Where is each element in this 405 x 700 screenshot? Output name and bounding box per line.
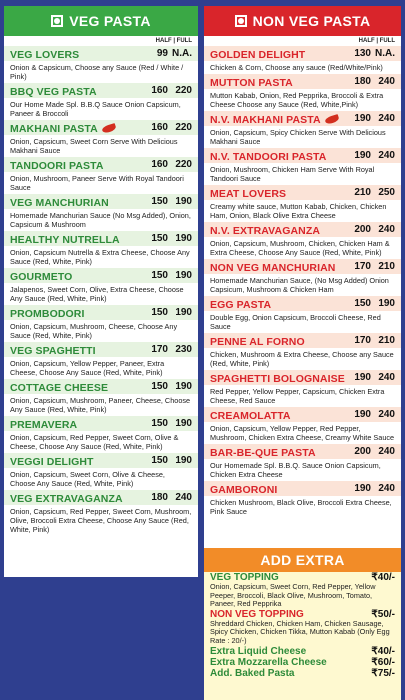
menu-item-name: GOLDEN DELIGHT <box>210 48 306 61</box>
full-price: 230 <box>175 344 192 355</box>
veg-item-list <box>4 46 198 536</box>
veg-half-full-label: HALF | FULL <box>155 38 192 44</box>
half-price: 180 <box>151 492 168 503</box>
menu-item-name: GOURMETO <box>10 270 73 283</box>
menu-item-title <box>210 406 291 424</box>
full-price: 190 <box>175 270 192 281</box>
full-price: 190 <box>175 418 192 429</box>
menu-item <box>4 305 198 342</box>
menu-item-description: Double Egg, Onion Capsicum, Broccoli Cheese, Red Sauce <box>210 313 381 331</box>
half-price: 190 <box>354 150 371 161</box>
menu-item-title <box>210 258 335 276</box>
menu-item-description: Onion, Capsicum, Mushroom, Chicken, Chicken Ham & Extra Cheese, Choose Any Sauce (Red, White, Pink) <box>210 239 390 257</box>
half-price: 170 <box>354 335 371 346</box>
menu-item-name: MAKHANI PASTA <box>10 122 98 135</box>
full-price: 240 <box>378 372 395 383</box>
half-price: 180 <box>354 76 371 87</box>
extra-item-row <box>210 646 395 657</box>
menu-item-prices <box>347 298 395 309</box>
extra-item-name: NON VEG TOPPING <box>210 608 304 620</box>
extra-item <box>210 646 395 657</box>
menu-item-header <box>4 157 198 172</box>
menu-item-title <box>10 45 79 63</box>
half-price: 150 <box>151 455 168 466</box>
menu-item-name: N.V. TANDOORI PASTA <box>210 150 327 163</box>
extra-item-price: ₹50/- <box>371 608 395 620</box>
menu-item-header <box>4 120 198 135</box>
half-price: 190 <box>354 113 371 124</box>
menu-item-title <box>210 443 316 461</box>
menu-item-name: BAR-BE-QUE PASTA <box>210 446 316 459</box>
menu-item-title <box>210 45 305 63</box>
add-extra-list <box>204 572 401 679</box>
menu-item <box>4 83 198 120</box>
menu-item-title <box>10 378 108 396</box>
menu-item-description: Creamy white sauce, Mutton Kabab, Chicken, Chicken Ham, Onion, Black Olive Extra Cheese <box>210 202 387 220</box>
menu-item-description: Onion, Capsicum, Yellow Pepper, Paneer, Extra Cheese, Choose Any Sauce (Red, White, Pink) <box>10 359 165 377</box>
menu-item <box>204 481 401 518</box>
half-price: 160 <box>151 159 168 170</box>
menu-item-name: BBQ VEG PASTA <box>10 85 97 98</box>
menu-item <box>204 296 401 333</box>
menu-item-title <box>10 230 120 248</box>
menu-item-title <box>210 184 286 202</box>
menu-item-prices <box>347 261 395 272</box>
full-price: 240 <box>378 224 395 235</box>
extra-item <box>210 657 395 668</box>
full-price: 240 <box>378 76 395 87</box>
menu-item <box>4 490 198 536</box>
full-price: 190 <box>175 233 192 244</box>
menu-item-description: Mutton Kabab, Onion, Red Pepprika, Broccoli & Extra Cheese Choose any Sauce (Red, White,Pink) <box>210 91 384 109</box>
menu-item-description: Onion, Capsicum, Red Pepper, Sweet Corn, Olive & Cheese, Choose Any Sauce (Red, White, Pink) <box>10 433 179 451</box>
menu-item-description: Onion, Capsicum Nutrella & Extra Cheese, Choose Any Sauce (Red, White, Pink) <box>10 248 190 266</box>
menu-item <box>204 407 401 444</box>
menu-item <box>204 74 401 111</box>
half-price: 170 <box>354 261 371 272</box>
menu-item-prices <box>144 159 192 170</box>
chili-icon <box>324 114 339 125</box>
menu-item-name: EGG PASTA <box>210 298 272 311</box>
menu-item-header <box>4 490 198 505</box>
menu-item-prices <box>144 492 192 503</box>
half-price: 150 <box>151 196 168 207</box>
menu-item <box>4 46 198 83</box>
extra-item <box>210 668 395 679</box>
menu-item-header <box>4 83 198 98</box>
menu-item-title <box>10 341 96 359</box>
half-price: 150 <box>151 418 168 429</box>
full-price: 240 <box>378 409 395 420</box>
extra-item-price: ₹40/- <box>371 645 395 657</box>
full-price: 210 <box>378 261 395 272</box>
menu-item <box>4 416 198 453</box>
menu-item-name: VEG LOVERS <box>10 48 80 61</box>
menu-item <box>204 222 401 259</box>
menu-item-prices <box>144 122 192 133</box>
menu-item-name: HEALTHY NUTRELLA <box>10 233 120 246</box>
menu-item-description: Onion, Capsicum, Sweet Corn Serve With Delicious Makhani Sauce <box>10 137 178 155</box>
menu-item-prices <box>347 446 395 457</box>
half-price: 160 <box>151 122 168 133</box>
menu-item <box>204 444 401 481</box>
menu-item-header <box>4 231 198 246</box>
menu-item-name: PREMAVERA <box>10 418 78 431</box>
nonveg-pasta-title: NON VEG PASTA <box>252 13 371 29</box>
half-price: 210 <box>354 187 371 198</box>
half-price: 130 <box>354 48 371 59</box>
full-price: 210 <box>378 335 395 346</box>
full-price: 220 <box>175 159 192 170</box>
menu-item-header <box>4 46 198 61</box>
menu-item-title <box>10 452 94 470</box>
menu-item-title <box>10 193 109 211</box>
menu-item-description: Jalapenos, Sweet Corn, Olive, Extra Cheese, Choose Any Sauce (Red, White, Pink) <box>10 285 184 303</box>
menu-item-description: Chicken Mushroom, Black Olive, Broccoli Extra Cheese, Pink Sauce <box>210 498 392 516</box>
nonveg-half-full-label: HALF | FULL <box>358 38 395 44</box>
full-price: 190 <box>175 381 192 392</box>
menu-item-description: Onion, Capsicum, Yellow Pepper, Red Pepper, Mushroom, Chicken Extra Cheese, Creamy White Sauce <box>210 424 395 442</box>
menu-item-title <box>210 480 277 498</box>
menu-item-header <box>204 222 401 237</box>
half-price: 190 <box>354 483 371 494</box>
half-price: 150 <box>151 381 168 392</box>
menu-item-description: Onion, Capsicum, Red Pepper, Sweet Corn, Mushroom, Olive, Broccoli Extra Cheese, Choose Any Sauce (Red, White, Pink) <box>10 507 192 534</box>
menu-item-header <box>204 407 401 422</box>
menu-item-description: Onion, Mushroom, Paneer Serve With Royal Tandoori Sauce <box>10 174 184 192</box>
menu-item-prices <box>144 418 192 429</box>
menu-item-title <box>210 73 293 91</box>
menu-item-title <box>10 82 97 100</box>
menu-item-prices <box>144 344 192 355</box>
extra-item-name: Extra Mozzarella Cheese <box>210 656 327 668</box>
menu-item-prices <box>347 224 395 235</box>
extra-item <box>210 572 395 609</box>
menu-item-title <box>210 369 345 387</box>
menu-item-header <box>204 74 401 89</box>
add-extra-panel <box>204 548 401 700</box>
menu-item-description: Chicken & Corn, Choose any sauce (Red/White/Pink) <box>210 63 383 72</box>
menu-item-name: MEAT LOVERS <box>210 187 287 200</box>
extra-item-row <box>210 668 395 679</box>
menu-item-prices <box>144 196 192 207</box>
half-price: 150 <box>354 298 371 309</box>
menu-item-prices <box>347 113 395 124</box>
extra-item-name: Add. Baked Pasta <box>210 667 295 679</box>
nonveg-pasta-header <box>204 6 401 36</box>
menu-item-header <box>204 148 401 163</box>
extra-item-price: ₹40/- <box>371 572 395 583</box>
full-price: N.A. <box>375 48 395 59</box>
full-price: 240 <box>378 150 395 161</box>
menu-item <box>204 259 401 296</box>
add-extra-header: ADD EXTRA <box>204 548 401 572</box>
menu-item-prices <box>144 233 192 244</box>
menu-item-prices <box>347 76 395 87</box>
menu-item-name: VEG MANCHURIAN <box>10 196 109 209</box>
menu-item <box>4 268 198 305</box>
menu-item <box>4 453 198 490</box>
chili-icon <box>101 123 116 134</box>
menu-item-prices <box>347 372 395 383</box>
veg-pasta-title: VEG PASTA <box>69 13 151 29</box>
veg-symbol-icon <box>51 15 63 27</box>
nonveg-item-list <box>204 46 401 518</box>
menu-item-prices <box>347 187 395 198</box>
menu-item-prices <box>347 150 395 161</box>
menu-item <box>4 194 198 231</box>
menu-item-description: Onion, Capsicum, Mushroom, Cheese, Choose Any Sauce (Red, White, Pink) <box>10 322 178 340</box>
menu-item-prices <box>144 270 192 281</box>
extra-item-name: VEG TOPPING <box>210 572 279 583</box>
menu-item-name: GAMBORONI <box>210 483 278 496</box>
menu-item-prices <box>144 455 192 466</box>
menu-item-header <box>4 194 198 209</box>
menu-item-prices <box>347 48 395 59</box>
menu-item-prices <box>144 381 192 392</box>
menu-item-description: Onion, Mushroom, Chicken Ham Serve With Royal Tandoori Sauce <box>210 165 375 183</box>
menu-item-description: Onion, Capsicum, Mushroom, Paneer, Cheese, Choose Any Sauce (Red, White, Pink) <box>10 396 191 414</box>
menu-item-name: COTTAGE CHEESE <box>10 381 109 394</box>
menu-item-name: N.V. EXTRAVAGANZA <box>210 224 321 237</box>
menu-item-header <box>4 416 198 431</box>
menu-item-header <box>204 259 401 274</box>
menu-item-name: PENNE AL FORNO <box>210 335 305 348</box>
extra-item-name: Extra Liquid Cheese <box>210 645 307 657</box>
menu-item-name: NON VEG MANCHURIAN <box>210 261 336 274</box>
menu-item-name: SPAGHETTI BOLOGNAISE <box>210 372 345 385</box>
menu-item-name: TANDOORI PASTA <box>10 159 104 172</box>
menu-item-title <box>210 295 271 313</box>
menu-item-header <box>204 46 401 61</box>
full-price: 240 <box>378 483 395 494</box>
full-price: N.A. <box>172 48 192 59</box>
full-price: 240 <box>378 113 395 124</box>
menu-item-prices <box>144 48 192 59</box>
menu-item <box>204 111 401 148</box>
half-price: 150 <box>151 233 168 244</box>
full-price: 220 <box>175 85 192 96</box>
extra-item-description: Shreddard Chicken, Chicken Ham, Chicken Sausage, Spicy Chicken, Chicken Tikka, Mutton Kabab (Only Egg Rate : 20/-) <box>210 618 390 645</box>
full-price: 190 <box>378 298 395 309</box>
menu-item-title <box>10 156 104 174</box>
menu-item-header <box>4 342 198 357</box>
menu-item <box>204 148 401 185</box>
full-price: 240 <box>378 446 395 457</box>
menu-item <box>204 46 401 74</box>
full-price: 220 <box>175 122 192 133</box>
menu-item-description: Chicken, Mushroom & Extra Cheese, Choose any Sauce (Red, White, Pink) <box>210 350 394 368</box>
menu-item-header <box>4 379 198 394</box>
extra-item-price: ₹60/- <box>371 656 395 668</box>
nonveg-symbol-icon <box>235 15 247 27</box>
menu-item-description: Homemade Manchurian Sauce, (No Msg Added) Onion Capsicum, Mushroom & Chicken Ham <box>210 276 389 294</box>
menu-item <box>204 333 401 370</box>
half-price: 190 <box>354 372 371 383</box>
full-price: 190 <box>175 455 192 466</box>
menu-item-title <box>210 110 339 128</box>
menu-item-header <box>4 305 198 320</box>
menu-item-name: N.V. MAKHANI PASTA <box>210 113 321 126</box>
half-price: 190 <box>354 409 371 420</box>
menu-item-prices <box>144 85 192 96</box>
menu-item-name: PROMBODORI <box>10 307 85 320</box>
half-price: 150 <box>151 270 168 281</box>
menu-item-header <box>204 333 401 348</box>
menu-item-header <box>4 453 198 468</box>
extra-item-description: Onion, Capsicum, Sweet Corn, Red Pepper, Yellow Peeper, Broccoli, Black Olive, Mushroom, Tomato, Paneer, Red Pepprika <box>210 582 376 609</box>
half-price: 200 <box>354 446 371 457</box>
menu-item-title <box>10 489 123 507</box>
menu-item-header <box>204 370 401 385</box>
menu-item-prices <box>144 307 192 318</box>
menu-item <box>4 157 198 194</box>
menu-item <box>4 120 198 157</box>
menu-item-description: Onion, Capsicum, Spicy Chicken Serve With Delicious Makhani Sauce <box>210 128 386 146</box>
menu-item <box>204 370 401 407</box>
menu-item-name: VEG SPAGHETTI <box>10 344 96 357</box>
veg-pasta-header <box>4 6 198 36</box>
menu-item-prices <box>347 409 395 420</box>
menu-item-prices <box>347 483 395 494</box>
menu-item <box>204 185 401 222</box>
menu-item-header <box>204 481 401 496</box>
half-price: 160 <box>151 85 168 96</box>
menu-item <box>4 379 198 416</box>
extra-item-price: ₹75/- <box>371 667 395 679</box>
menu-item-title <box>210 221 320 239</box>
menu-item-header <box>204 444 401 459</box>
full-price: 250 <box>378 187 395 198</box>
menu-item-header <box>4 268 198 283</box>
menu-item-name: VEG EXTRAVAGANZA <box>10 492 123 505</box>
half-price: 200 <box>354 224 371 235</box>
menu-item-title <box>210 332 305 350</box>
menu-item <box>4 342 198 379</box>
menu-item-title <box>10 415 77 433</box>
menu-item-title <box>10 304 85 322</box>
menu-item-prices <box>347 335 395 346</box>
menu-item-description: Red Pepper, Yellow Pepper, Capsicum, Chicken Extra Cheese, Red Sauce <box>210 387 385 405</box>
half-price: 150 <box>151 307 168 318</box>
menu-item-description: Our Home Made Spl. B.B.Q Sauce Onion Capsicum, Paneer & Broccoli <box>10 100 181 118</box>
menu-item-header <box>204 296 401 311</box>
full-price: 240 <box>175 492 192 503</box>
menu-item-title <box>10 119 116 137</box>
menu-item-name: VEGGI DELIGHT <box>10 455 94 468</box>
menu-item-header <box>204 185 401 200</box>
menu-item-description: Our Homemade Spl. B.B.Q. Sauce Onion Capsicum, Chicken Extra Cheese <box>210 461 381 479</box>
extra-item-row <box>210 657 395 668</box>
menu-item-description: Onion, Capsicum, Sweet Corn, Olive & Cheese, Choose Any Sauce (Red, White, Pink) <box>10 470 165 488</box>
menu-item-name: CREAMOLATTA <box>210 409 291 422</box>
menu-item <box>4 231 198 268</box>
extra-item <box>210 609 395 646</box>
veg-pasta-panel <box>4 6 198 577</box>
menu-item-name: MUTTON PASTA <box>210 76 293 89</box>
menu-item-title <box>10 267 72 285</box>
menu-item-description: Homemade Manchurian Sauce (No Msg Added), Onion, Capsicum & Mushroom <box>10 211 191 229</box>
menu-item-header <box>204 111 401 126</box>
menu-item-description: Onion & Capsicum, Choose any Sauce (Red / White / Pink) <box>10 63 184 81</box>
full-price: 190 <box>175 307 192 318</box>
menu-item-title <box>210 147 326 165</box>
half-price: 170 <box>151 344 168 355</box>
full-price: 190 <box>175 196 192 207</box>
half-price: 99 <box>156 48 168 59</box>
